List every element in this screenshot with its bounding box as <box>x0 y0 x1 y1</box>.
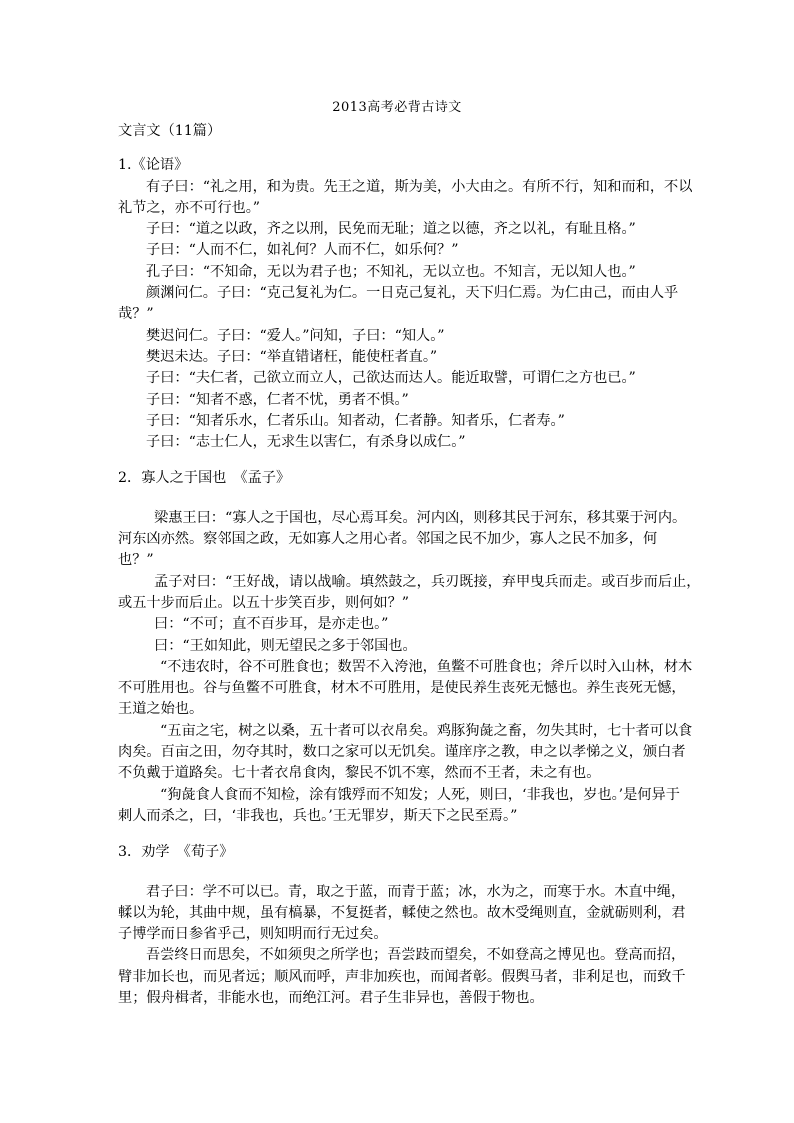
section-2 <box>118 453 701 827</box>
text-line: 王道之始也。 <box>118 701 204 718</box>
text-line: 輮以为轮，其曲中规，虽有槁暴，不复挺者，輮使之然也。故木受绳则直，金就砺则利，君 <box>118 904 686 921</box>
text-line: 子博学而日参省乎己，则知明而行无过矣。 <box>118 926 388 943</box>
section-1 <box>118 155 693 453</box>
text-line: 河东凶亦然。察邻国之政，无如寡人之用心者。邻国之民不加少，寡人之民不加多，何 <box>118 531 658 548</box>
text-line: 曰：“王如知此，则无望民之多于邻国也。 <box>154 637 417 654</box>
spacer <box>118 864 678 882</box>
text-line: 肉矣。百亩之田，勿夺其时，数口之家可以无饥矣。谨庠序之教，申之以孝悌之义，颁白者 <box>118 744 686 761</box>
document-title: 2013高考必背古诗文 <box>332 100 462 115</box>
text-line: 子曰：“夫仁者，己欲立而立人，己欲达而达人。能近取譬，可谓仁之方也已。” <box>146 370 636 387</box>
spacer <box>118 827 678 842</box>
text-line: 也？” <box>118 552 154 569</box>
text-line: 子曰：“人而不仁，如礼何？人而不仁，如乐何？” <box>146 242 459 259</box>
text-line: 哉？” <box>118 306 154 323</box>
text-line: 颜渊问仁。子曰：“克己复礼为仁。一日克己复礼，天下归仁焉。为仁由己，而由人乎 <box>146 285 679 302</box>
text-line: 子曰：“志士仁人，无求生以害仁，有杀身以成仁。” <box>146 434 466 451</box>
spacer <box>118 453 678 468</box>
category-heading: 文言文（11篇） <box>118 123 222 139</box>
text-line: 曰：“不可；直不百步耳，是亦走也。” <box>154 616 389 633</box>
text-line: 孟子对曰：“王好战，请以战喻。填然鼓之，兵刃既接，弃甲曳兵而走。或百步而后止， <box>154 573 701 590</box>
sections <box>118 155 701 1009</box>
text-line: 礼节之，亦不可行也。” <box>118 199 261 216</box>
spacer <box>118 142 678 155</box>
text-line: 子曰：“道之以政，齐之以刑，民免而无耻；道之以德，齐之以礼，有耻且格。” <box>146 221 636 238</box>
section-3 <box>118 827 686 1009</box>
section-heading: 1.《论语》 <box>118 157 189 174</box>
text-line: 孔子曰：“不知命，无以为君子也；不知礼，无以立也。不知言，无以知人也。” <box>146 263 636 280</box>
text-line: 吾尝终日而思矣，不如须臾之所学也；吾尝跂而望矣，不如登高之博见也。登高而招， <box>146 947 686 964</box>
text-line: 臂非加长也，而见者远；顺风而呼，声非加疾也，而闻者彰。假舆马者，非利足也，而致千 <box>118 968 686 985</box>
text-line: 有子曰：“礼之用，和为贵。先王之道，斯为美，小大由之。有所不行，知和而和，不以 <box>146 178 693 195</box>
section-heading: 3．劝学 《荀子》 <box>118 844 234 861</box>
text-line: “五亩之宅，树之以桑，五十者可以衣帛矣。鸡豚狗彘之畜，勿失其时，七十者可以食 <box>160 722 693 739</box>
text-line: 子曰：“知者不惑，仁者不忧，勇者不惧。” <box>146 391 409 408</box>
spacer <box>118 490 678 508</box>
text-line: 梁惠王曰：“寡人之于国也，尽心焉耳矣。河内凶，则移其民于河东，移其粟于河内。 <box>154 509 687 526</box>
text-line: 不负戴于道路矣。七十者衣帛食肉，黎民不饥不寒，然而不王者，未之有也。 <box>118 765 601 782</box>
section-heading: 2．寡人之于国也 《孟子》 <box>118 470 291 487</box>
text-line: 君子曰：学不可以已。青，取之于蓝，而青于蓝；冰，水为之，而寒于水。木直中绳， <box>146 883 686 900</box>
document-body <box>118 121 701 1009</box>
text-line: 子曰：“知者乐水，仁者乐山。知者动，仁者静。知者乐，仁者寿。” <box>146 412 565 429</box>
text-line: 刺人而杀之，曰，‘非我也，兵也。’王无罪岁，斯天下之民至焉。” <box>118 807 518 824</box>
text-line: “不违农时，谷不可胜食也；数罟不入洿池，鱼鳖不可胜食也；斧斤以时入山林，材木 <box>160 658 693 675</box>
text-line: 或五十步而后止。以五十步笑百步，则何如？” <box>118 594 410 611</box>
text-line: 樊迟问仁。子曰：“爱人。”问知，子曰：“知人。” <box>146 327 445 344</box>
text-line: 樊迟未达。子曰：“举直错诸枉，能使枉者直。” <box>146 348 438 365</box>
text-line: 里；假舟楫者，非能水也，而绝江河。君子生非异也，善假于物也。 <box>118 989 544 1006</box>
text-line: “狗彘食人食而不知检，涂有饿殍而不知发；人死，则曰，‘非我也，岁也。’是何异于 <box>160 786 680 803</box>
text-line: 不可胜用也。谷与鱼鳖不可胜食，材木不可胜用，是使民养生丧死无憾也。养生丧死无憾， <box>118 680 686 697</box>
